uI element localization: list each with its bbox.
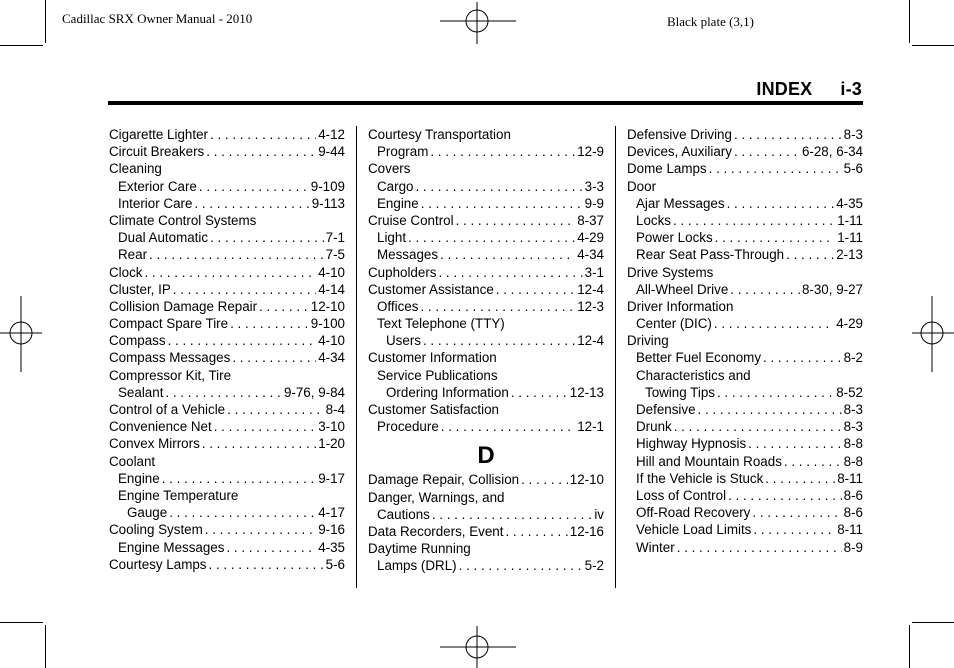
dot-leader bbox=[205, 521, 316, 538]
index-entry bbox=[368, 418, 604, 435]
index-entry bbox=[368, 126, 604, 143]
entry-label: Door bbox=[627, 178, 657, 194]
index-entry bbox=[109, 126, 345, 143]
entry-label: Drive Systems bbox=[627, 264, 714, 280]
entry-label: Interior Care bbox=[118, 195, 193, 211]
index-entry bbox=[627, 470, 863, 487]
dot-leader bbox=[727, 195, 835, 212]
page-reference[interactable]: 3-10 bbox=[318, 419, 345, 435]
page-reference[interactable]: 12-16 bbox=[569, 523, 604, 539]
page-reference[interactable]: 9-100 bbox=[310, 316, 345, 332]
dot-leader bbox=[753, 521, 835, 538]
dot-leader bbox=[209, 556, 324, 573]
dot-leader bbox=[748, 435, 841, 452]
page-reference[interactable]: 2-13 bbox=[836, 247, 863, 263]
entry-label: Compass Messages bbox=[109, 350, 231, 366]
dot-leader bbox=[714, 315, 834, 332]
dot-leader bbox=[765, 470, 835, 487]
dot-leader bbox=[430, 143, 575, 160]
dot-leader bbox=[194, 195, 309, 212]
page-reference[interactable]: 8-6 bbox=[843, 487, 863, 503]
entry-label: Compressor Kit, Tire bbox=[109, 367, 232, 383]
entry-label: Customer Assistance bbox=[368, 281, 494, 297]
entry-label: Compass bbox=[109, 333, 166, 349]
entry-label: Sealant bbox=[118, 384, 164, 400]
entry-label: Users bbox=[386, 333, 421, 349]
dot-leader bbox=[728, 487, 842, 504]
page-reference[interactable]: 9-17 bbox=[318, 470, 345, 486]
index-column-1 bbox=[109, 126, 345, 573]
entry-label: Circuit Breakers bbox=[109, 144, 205, 160]
entry-label: Clock bbox=[109, 264, 143, 280]
index-entry bbox=[368, 212, 604, 229]
entry-label: Compact Spare Tire bbox=[109, 316, 229, 332]
page-reference[interactable]: 8-3 bbox=[843, 419, 863, 435]
entry-label: Cleaning bbox=[109, 161, 162, 177]
manual-name: Cadillac SRX Owner Manual - 2010 bbox=[62, 11, 253, 26]
page-reference[interactable]: 5-6 bbox=[325, 556, 345, 572]
entry-label: Service Publications bbox=[377, 367, 498, 383]
page-reference[interactable]: 4-34 bbox=[577, 247, 604, 263]
dot-leader bbox=[408, 229, 575, 246]
dot-leader bbox=[162, 470, 316, 487]
entry-label: Convenience Net bbox=[109, 419, 212, 435]
page-reference[interactable]: 3-3 bbox=[584, 178, 604, 194]
section-letter: D bbox=[477, 442, 495, 470]
index-entry bbox=[109, 264, 345, 281]
index-entry bbox=[368, 523, 604, 540]
index-entry bbox=[368, 229, 604, 246]
page-reference[interactable]: 4-29 bbox=[836, 316, 863, 332]
page-reference[interactable]: 8-2 bbox=[843, 350, 863, 366]
dot-leader bbox=[786, 246, 834, 263]
index-entry bbox=[627, 212, 863, 229]
dot-leader bbox=[752, 504, 841, 521]
entry-label: Cautions bbox=[377, 506, 430, 522]
entry-label: Cigarette Lighter bbox=[109, 127, 208, 142]
index-entry bbox=[368, 246, 604, 263]
registration-mark-icon bbox=[912, 296, 954, 372]
dot-leader bbox=[210, 229, 324, 246]
index-entry bbox=[109, 246, 345, 263]
entry-label: Drunk bbox=[636, 419, 672, 435]
dot-leader bbox=[421, 195, 583, 212]
index-entry bbox=[368, 178, 604, 195]
crop-mark bbox=[912, 45, 954, 46]
index-entry bbox=[627, 435, 863, 452]
index-entry bbox=[368, 384, 604, 401]
page-reference[interactable]: 8-4 bbox=[325, 402, 345, 417]
page-reference[interactable]: 7-5 bbox=[325, 247, 345, 263]
entry-label: Engine bbox=[377, 195, 419, 211]
index-entry bbox=[109, 229, 345, 246]
page-reference[interactable]: 4-35 bbox=[318, 539, 345, 555]
entry-label: Power Locks bbox=[636, 230, 713, 246]
entry-label: Engine Messages bbox=[118, 539, 225, 555]
entry-label: Highway Hypnosis bbox=[636, 436, 747, 452]
dot-leader bbox=[715, 229, 836, 246]
index-entry bbox=[368, 367, 604, 384]
index-entry bbox=[627, 367, 863, 384]
index-entry bbox=[109, 556, 345, 573]
entry-label: Lamps (DRL) bbox=[377, 558, 457, 574]
entry-label: Hill and Mountain Roads bbox=[636, 453, 782, 469]
section-title: INDEX bbox=[756, 79, 813, 99]
entry-label: Daytime Running bbox=[368, 541, 471, 557]
registration-mark-icon bbox=[440, 626, 516, 668]
entry-label: Cooling System bbox=[109, 522, 203, 538]
page-reference[interactable]: 9-113 bbox=[311, 195, 345, 211]
dot-leader bbox=[232, 349, 316, 366]
entry-label: Vehicle Load Limits bbox=[636, 522, 752, 538]
page-reference[interactable]: 9-9 bbox=[584, 195, 604, 211]
entry-label: Cargo bbox=[377, 178, 414, 194]
registration-mark-icon bbox=[440, 2, 516, 44]
entry-label: Messages bbox=[377, 247, 439, 263]
page-reference[interactable]: 4-35 bbox=[836, 195, 863, 211]
dot-leader bbox=[144, 264, 316, 281]
dot-leader bbox=[210, 126, 316, 143]
entry-label: Loss of Control bbox=[636, 487, 727, 503]
page-reference[interactable]: 12-3 bbox=[577, 298, 604, 314]
index-entry bbox=[627, 315, 863, 332]
dot-leader bbox=[420, 298, 575, 315]
dot-leader bbox=[674, 418, 842, 435]
dot-leader bbox=[717, 384, 834, 401]
entry-label: Ordering Information bbox=[386, 384, 509, 400]
dot-leader bbox=[227, 401, 324, 418]
dot-leader bbox=[168, 332, 317, 349]
index-entry bbox=[627, 298, 863, 315]
entry-label: Better Fuel Economy bbox=[636, 350, 762, 366]
entry-label: Text Telephone (TTY) bbox=[377, 316, 505, 332]
dot-leader bbox=[734, 143, 800, 160]
page-reference[interactable]: 12-10 bbox=[569, 472, 604, 488]
entry-label: All-Wheel Drive bbox=[636, 281, 729, 297]
entry-label: Gauge bbox=[127, 505, 168, 521]
index-entry bbox=[627, 246, 863, 263]
entry-label: Collision Damage Repair bbox=[109, 298, 258, 314]
dot-leader bbox=[730, 281, 800, 298]
index-entry bbox=[627, 401, 863, 418]
index-column-3 bbox=[627, 126, 863, 556]
page-reference[interactable]: 9-76, 9-84 bbox=[283, 384, 345, 400]
entry-label: Cruise Control bbox=[368, 212, 454, 228]
page-reference[interactable]: 4-14 bbox=[318, 281, 345, 297]
page-reference[interactable]: 8-8 bbox=[843, 453, 863, 469]
entry-label: Driving bbox=[627, 333, 669, 349]
page-reference[interactable]: 12-1 bbox=[577, 419, 604, 435]
crop-mark bbox=[912, 622, 954, 623]
dot-leader bbox=[259, 298, 309, 315]
index-entry bbox=[109, 521, 345, 538]
dot-leader bbox=[456, 212, 576, 229]
page-reference[interactable]: 8-52 bbox=[836, 384, 863, 400]
page-reference[interactable]: 3-1 bbox=[584, 264, 604, 280]
entry-label: Defensive Driving bbox=[627, 127, 732, 142]
index-entry bbox=[627, 487, 863, 504]
index-entry bbox=[109, 487, 345, 504]
index-entry bbox=[109, 315, 345, 332]
index-entry bbox=[627, 453, 863, 470]
dot-leader bbox=[230, 315, 309, 332]
page-reference[interactable]: 12-10 bbox=[310, 298, 345, 314]
entry-label: Locks bbox=[636, 212, 671, 228]
page-reference[interactable]: 4-12 bbox=[318, 127, 345, 142]
index-entry bbox=[627, 178, 863, 195]
registration-mark-icon bbox=[0, 296, 42, 372]
page-reference[interactable]: 8-37 bbox=[577, 212, 604, 228]
index-entry bbox=[368, 489, 604, 506]
dot-leader bbox=[438, 264, 582, 281]
index-column-2 bbox=[368, 126, 604, 575]
entry-label: Damage Repair, Collision bbox=[368, 472, 520, 488]
plate-label: Black plate (3,1) bbox=[667, 14, 754, 29]
entry-label: Coolant bbox=[109, 453, 156, 469]
page-reference[interactable]: 9-44 bbox=[318, 144, 345, 160]
index-entry bbox=[109, 367, 345, 384]
page-reference[interactable]: 4-10 bbox=[318, 264, 345, 280]
index-entry bbox=[627, 504, 863, 521]
page-number: i-3 bbox=[840, 79, 862, 99]
index-entry bbox=[368, 264, 604, 281]
page-reference[interactable]: 1-11 bbox=[837, 212, 863, 228]
entry-label: Convex Mirrors bbox=[109, 436, 200, 452]
entry-label: Rear Seat Pass-Through bbox=[636, 247, 785, 263]
index-entry bbox=[368, 349, 604, 366]
page-reference[interactable]: 6-28, 6-34 bbox=[801, 144, 863, 160]
entry-label: Covers bbox=[368, 161, 411, 177]
page-reference[interactable]: 1-20 bbox=[318, 436, 345, 452]
dot-leader bbox=[423, 332, 575, 349]
dot-leader bbox=[511, 384, 568, 401]
index-entry bbox=[627, 418, 863, 435]
entry-label: Climate Control Systems bbox=[109, 212, 257, 228]
index-entry bbox=[368, 540, 604, 557]
entry-label: Off-Road Recovery bbox=[636, 505, 751, 521]
dot-leader bbox=[173, 281, 316, 298]
page-reference[interactable]: 8-11 bbox=[837, 522, 863, 538]
dot-leader bbox=[199, 178, 309, 195]
entry-label: If the Vehicle is Stuck bbox=[636, 470, 764, 486]
index-entry bbox=[627, 229, 863, 246]
entry-label: Cupholders bbox=[368, 264, 437, 280]
page-reference[interactable]: iv bbox=[594, 506, 604, 522]
dot-leader bbox=[415, 178, 582, 195]
index-entry bbox=[109, 178, 345, 195]
page-reference[interactable]: 8-8 bbox=[843, 436, 863, 452]
entry-label: Courtesy Lamps bbox=[109, 556, 207, 572]
column-divider bbox=[615, 126, 616, 588]
entry-label: Devices, Auxiliary bbox=[627, 144, 732, 160]
entry-label: Customer Satisfaction bbox=[368, 402, 499, 417]
dot-leader bbox=[459, 557, 583, 574]
index-entry bbox=[627, 264, 863, 281]
entry-label: Danger, Warnings, and bbox=[368, 489, 505, 505]
page-reference[interactable]: 4-29 bbox=[577, 230, 604, 246]
index-entry bbox=[109, 401, 345, 418]
entry-label: Winter bbox=[636, 539, 675, 555]
index-entry bbox=[109, 160, 345, 177]
page-reference[interactable]: 12-13 bbox=[569, 384, 604, 400]
index-entry bbox=[109, 212, 345, 229]
crop-mark bbox=[45, 0, 46, 43]
page-reference[interactable]: 8-9 bbox=[843, 539, 863, 555]
page-reference[interactable]: 4-34 bbox=[318, 350, 345, 366]
crop-mark bbox=[45, 625, 46, 668]
entry-label: Towing Tips bbox=[645, 384, 715, 400]
index-entry bbox=[627, 349, 863, 366]
dot-leader bbox=[169, 504, 316, 521]
index-entry bbox=[368, 471, 604, 488]
entry-label: Data Recorders, Event bbox=[368, 523, 504, 539]
entry-label: Exterior Care bbox=[118, 178, 197, 194]
index-entry bbox=[109, 435, 345, 452]
page-reference[interactable]: 8-30, 9-27 bbox=[801, 281, 863, 297]
index-entry bbox=[627, 126, 863, 143]
page-reference[interactable]: 12-4 bbox=[577, 281, 604, 297]
entry-label: Customer Information bbox=[368, 350, 497, 366]
dot-leader bbox=[496, 281, 575, 298]
index-entry bbox=[627, 195, 863, 212]
page-reference[interactable]: 12-4 bbox=[577, 333, 604, 349]
page-reference[interactable]: 12-9 bbox=[577, 144, 604, 160]
dot-leader bbox=[206, 143, 316, 160]
page-reference[interactable]: 5-2 bbox=[584, 558, 604, 574]
index-entry bbox=[627, 143, 863, 160]
crop-mark bbox=[0, 622, 43, 623]
index-entry bbox=[368, 143, 604, 160]
entry-label: Dome Lamps bbox=[627, 161, 707, 177]
entry-label: Cluster, IP bbox=[109, 281, 171, 297]
page-reference[interactable]: 8-3 bbox=[843, 127, 863, 142]
page-reference[interactable]: 7-1 bbox=[325, 230, 345, 246]
entry-label: Characteristics and bbox=[636, 367, 751, 383]
page-title bbox=[756, 79, 862, 100]
index-entry bbox=[109, 504, 345, 521]
entry-label: Driver Information bbox=[627, 298, 734, 314]
index-entry bbox=[109, 470, 345, 487]
index-entry bbox=[109, 453, 345, 470]
index-entry bbox=[627, 384, 863, 401]
index-entry bbox=[368, 195, 604, 212]
entry-label: Control of a Vehicle bbox=[109, 402, 226, 417]
index-entry bbox=[627, 539, 863, 556]
entry-label: Center (DIC) bbox=[636, 316, 712, 332]
dot-leader bbox=[709, 160, 842, 177]
index-entry bbox=[368, 315, 604, 332]
entry-label: Offices bbox=[377, 298, 419, 314]
dot-leader bbox=[432, 506, 592, 523]
entry-label: Rear bbox=[118, 247, 148, 263]
index-entry bbox=[109, 539, 345, 556]
entry-label: Engine Temperature bbox=[118, 487, 239, 503]
page-reference[interactable]: 4-10 bbox=[318, 333, 345, 349]
dot-leader bbox=[734, 126, 842, 143]
dot-leader bbox=[202, 435, 316, 452]
entry-label: Dual Automatic bbox=[118, 230, 209, 246]
dot-leader bbox=[673, 212, 835, 229]
page-reference[interactable]: 9-109 bbox=[310, 178, 345, 194]
entry-label: Light bbox=[377, 230, 407, 246]
entry-label: Defensive bbox=[636, 402, 696, 417]
entry-label: Ajar Messages bbox=[636, 195, 725, 211]
index-entry bbox=[109, 418, 345, 435]
crop-mark bbox=[909, 0, 910, 43]
index-entry bbox=[368, 401, 604, 418]
index-entry bbox=[368, 506, 604, 523]
dot-leader bbox=[440, 246, 575, 263]
dot-leader bbox=[677, 539, 842, 556]
dot-leader bbox=[441, 418, 575, 435]
index-entry bbox=[627, 281, 863, 298]
title-rule bbox=[108, 101, 863, 105]
index-entry bbox=[627, 521, 863, 538]
index-entry bbox=[368, 160, 604, 177]
crop-mark bbox=[0, 45, 43, 46]
index-entry bbox=[109, 281, 345, 298]
dot-leader bbox=[149, 246, 324, 263]
index-entry bbox=[368, 557, 604, 574]
dot-leader bbox=[763, 349, 842, 366]
page-reference[interactable]: 1-11 bbox=[837, 230, 863, 246]
entry-label: Program bbox=[377, 144, 429, 160]
column-divider bbox=[356, 126, 357, 588]
page-reference[interactable]: 4-17 bbox=[318, 505, 345, 521]
index-entry bbox=[109, 349, 345, 366]
index-entry bbox=[368, 332, 604, 349]
page-reference[interactable]: 5-6 bbox=[843, 161, 863, 177]
page-reference[interactable]: 9-16 bbox=[318, 522, 345, 538]
page-reference[interactable]: 8-3 bbox=[843, 402, 863, 417]
index-entry bbox=[109, 143, 345, 160]
dot-leader bbox=[226, 539, 316, 556]
entry-label: Courtesy Transportation bbox=[368, 127, 511, 142]
index-entry bbox=[627, 332, 863, 349]
dot-leader bbox=[784, 453, 842, 470]
index-entry bbox=[109, 384, 345, 401]
index-entry bbox=[368, 281, 604, 298]
dot-leader bbox=[505, 523, 567, 540]
index-entry bbox=[109, 332, 345, 349]
dot-leader bbox=[521, 471, 568, 488]
entry-label: Engine bbox=[118, 470, 160, 486]
index-entry bbox=[109, 195, 345, 212]
crop-mark bbox=[909, 625, 910, 668]
dot-leader bbox=[165, 384, 282, 401]
index-entry bbox=[368, 298, 604, 315]
page-reference[interactable]: 8-6 bbox=[843, 505, 863, 521]
dot-leader bbox=[698, 401, 842, 418]
dot-leader bbox=[214, 418, 316, 435]
entry-label: Procedure bbox=[377, 419, 439, 435]
index-entry bbox=[627, 160, 863, 177]
index-entry bbox=[109, 298, 345, 315]
page-reference[interactable]: 8-11 bbox=[837, 470, 863, 486]
